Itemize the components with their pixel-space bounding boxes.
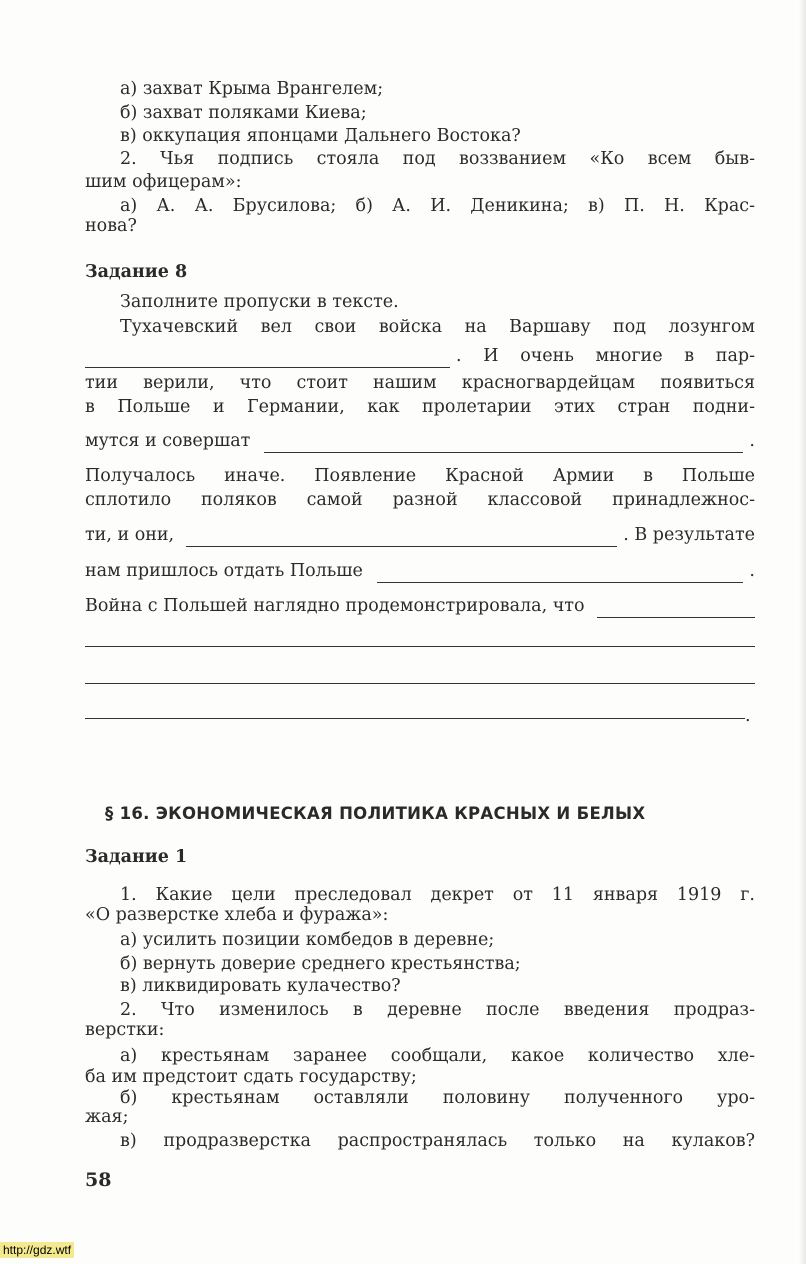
question-2: 2. Чья подпись стояла под воззванием «Ко всем быв- [120,149,755,169]
option-c: в) продразверстка распространялась только на кулаков? [120,1131,755,1151]
text-line: Получалось иначе. Появление Красной Армии в Польше [85,466,755,486]
option-a-cont: ба им предстоит сдать государству; [85,1067,417,1087]
text-line [85,429,755,453]
text-line: Тухачевский вел свои войска на Варшаву под лозунгом [120,317,755,337]
text-line: сплотило поляков самой разной классовой принадлежнос- [85,490,755,510]
text-fragment: нам пришлось отдать Польше [85,561,363,581]
watermark-link[interactable]: http://gdz.wtf [0,1242,74,1258]
text-line [85,594,755,618]
page-number: 58 [85,1169,112,1191]
option-c: в) ликвидировать кулачество? [120,976,401,996]
text-line: в Польше и Германии, как пролетарии этих стран подни- [85,397,755,417]
question-2-cont: верстки: [85,1020,165,1040]
text-line [85,559,755,583]
text-fragment: . В результате [623,525,755,545]
text-line: тии верили, что стоит нашим красногвардейцам появиться [85,373,755,393]
period: . [749,431,755,451]
period: . [745,706,751,726]
section-heading: § 16. ЭКОНОМИЧЕСКАЯ ПОЛИТИКА КРАСНЫХ И БЕЛЫХ [105,804,646,823]
question-1-cont: «О разверстке хлеба и фуража»: [85,905,389,925]
text-line [85,344,755,368]
fill-blank-5[interactable] [597,600,755,618]
text-fragment: мутся и совершат [85,431,251,451]
task-8-heading: Задание 8 [85,262,188,282]
option-b-cont: жая; [85,1107,129,1127]
task-8-instruction: Заполните пропуски в тексте. [120,292,399,312]
question-2-options-cont: нова? [85,216,137,236]
text-line [85,523,755,547]
option-b: б) вернуть доверие среднего крестьянства; [120,954,521,974]
fill-blank-2[interactable] [264,435,743,453]
question-2-options: а) А. А. Брусилова; б) А. И. Деникина; в) П. Н. Крас- [120,196,755,216]
page-edge-shadow [798,0,806,1264]
fill-blank-1[interactable] [85,350,450,368]
text-fragment: ти, и они, [85,525,175,545]
option-b: б) захват поляками Киева; [120,103,367,123]
fill-blank-4[interactable] [377,565,744,583]
answer-line[interactable] [85,646,755,647]
answer-line[interactable] [85,718,745,719]
option-a: а) крестьянам заранее сообщали, какое количество хле- [120,1046,755,1066]
answer-line[interactable] [85,683,755,684]
fill-blank-3[interactable] [186,529,617,547]
period: . [749,561,755,581]
task-1-heading: Задание 1 [85,847,188,867]
question-2: 2. Что изменилось в деревне после введения продраз- [120,1000,755,1020]
option-b: б) крестьянам оставляли половину полученного уро- [120,1088,755,1108]
text-fragment: . И очень многие в пар- [456,346,755,366]
question-2-cont: шим офицерам»: [85,172,242,192]
option-a: а) усилить позиции комбедов в деревне; [120,930,495,950]
option-a: а) захват Крыма Врангелем; [120,79,384,99]
option-c: в) оккупация японцами Дальнего Востока? [120,126,521,146]
text-fragment: Война с Польшей наглядно продемонстрировала, что [85,596,585,616]
question-1: 1. Какие цели преследовал декрет от 11 января 1919 г. [120,885,755,905]
